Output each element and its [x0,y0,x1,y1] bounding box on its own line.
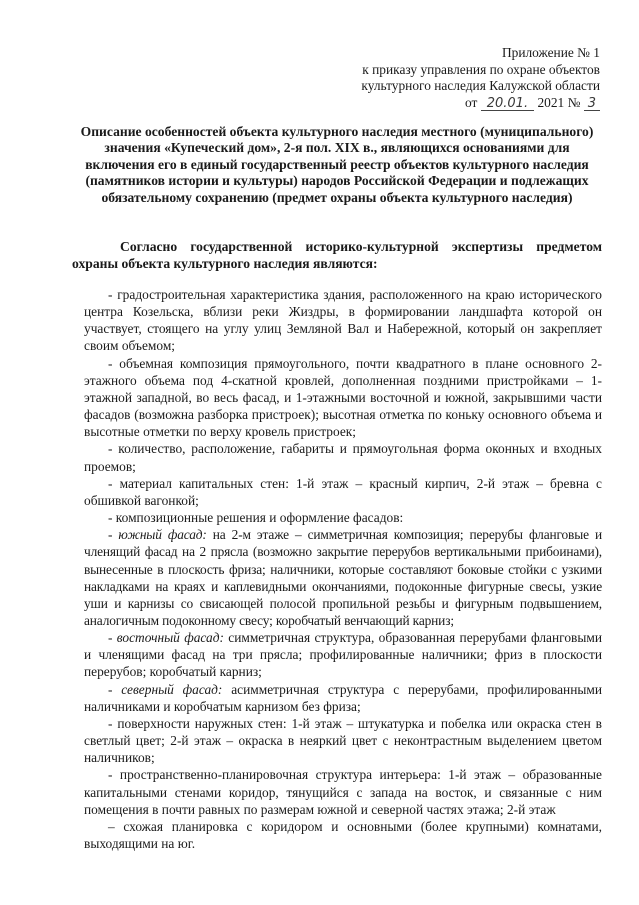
date-prefix: от [465,94,478,110]
list-item [84,440,602,474]
list-item [84,509,602,526]
item-text: - градостроительная характеристика здания, расположенного на краю исторического центра Козельска, вблизи реки Жиздры, в формировании ландшафта которой он участвует, стоящего на углу улиц Земляной Вал и Набережной, который он закрепляет своим объемом; [84,287,602,354]
list-item [84,715,602,766]
item-text: на 2-м этаже – симметричная композиция; перерубы фланговые и членящий фасад на 2 прясла (возможно закрытие перерубов вертикальными прибоинами), вынесенные в плоскость фриза; наличники, которые составляют боковые стойки с узкими накладками на краях и каплевидными окончаниями, подоконные фигурные свесы, узкие уши и карнизы со свисающей полосой пропильной резьбы и фигурным подвышением, аналогичным подоконному свесу; коробчатый венчающий карниз; [84,527,602,628]
item-lead: - северный фасад: [108,681,223,697]
list-item [84,681,602,715]
year-suffix: 2021 № [537,94,581,110]
item-text: - пространственно-планировочная структура интерьера: 1-й этаж – образованные капитальными стенами коридор, тянущийся с запада на восток, и связанные с ним помещения в почти равных по размерам южной и северной частях этажа; 2-й этаж [84,767,602,817]
handwritten-number: 3 [584,97,600,111]
list-item [84,526,602,629]
list-item [84,355,602,441]
list-item [84,766,602,817]
item-text: – схожая планировка с коридором и основными (более крупными) комнатами, выходящими на юг. [84,818,602,851]
list-item [84,286,602,355]
appendix-header [300,45,600,111]
appendix-order-line: к приказу управления по охране объектов [362,61,600,77]
item-text: - количество, расположение, габариты и прямоугольная форма оконных и входных проемов; [84,441,602,474]
list-item [84,818,602,852]
document-title: Описание особенностей объекта культурного наследия местного (муниципального) значения «Купеческий дом», 2-я пол. XIX в., являющихся основаниями для включения его в единый государственный реестр объектов культурного наследия (памятников истории и культуры) народов Российской Федерации и подлежащих обязательному сохранению (предмет охраны объекта культурного наследия) [80,124,594,205]
item-text: - композиционные решения и оформление фасадов: [108,510,404,526]
handwritten-date: 20.01. [481,97,534,111]
appendix-title: Приложение № 1 [501,45,600,60]
item-text: - поверхности наружных стен: 1-й этаж – штукатурка и побелка или окраска стен в светлый цвет; 2-й этаж – окраска в неяркий цвет с неконтрастным выделением цветом наличников; [84,715,602,766]
appendix-authority-line: культурного наследия Калужской области [361,78,600,93]
item-text: - объемная композиция прямоугольного, почти квадратного в плане основного 2-этажного объема под 4-скатной кровлей, дополненная поздними пристройками – 1-этажной западной, во весь фасад, и 1-этажными восточной и южной, закрывшими части фасадов (возможна разборка пристроек); высотная отметка по коньку основного объема и высотные отметки по верху кровель пристроек; [84,355,602,440]
item-lead: - южный фасад: [108,527,207,543]
document-subtitle: Согласно государственной историко-культурной экспертизы предметом охраны объекта культурного наследия являются: [72,239,602,271]
protection-items-list [84,286,602,852]
list-item [84,629,602,680]
item-text: симметричная структура, образованная перерубами фланговыми и членящими фасад на три прясла; профилированные наличники; фриз в плоскости перерубов; коробчатый карниз; [84,630,602,680]
item-text: - материал капитальных стен: 1-й этаж – красный кирпич, 2-й этаж – бревна с обшивкой вагонкой; [84,475,602,508]
appendix-date-line [300,95,600,112]
item-text: асимметричная структура с перерубами, профилированными наличниками и коробчатым карнизом без фриза; [84,681,603,714]
list-item [84,475,602,509]
item-lead: - восточный фасад: [108,630,224,646]
